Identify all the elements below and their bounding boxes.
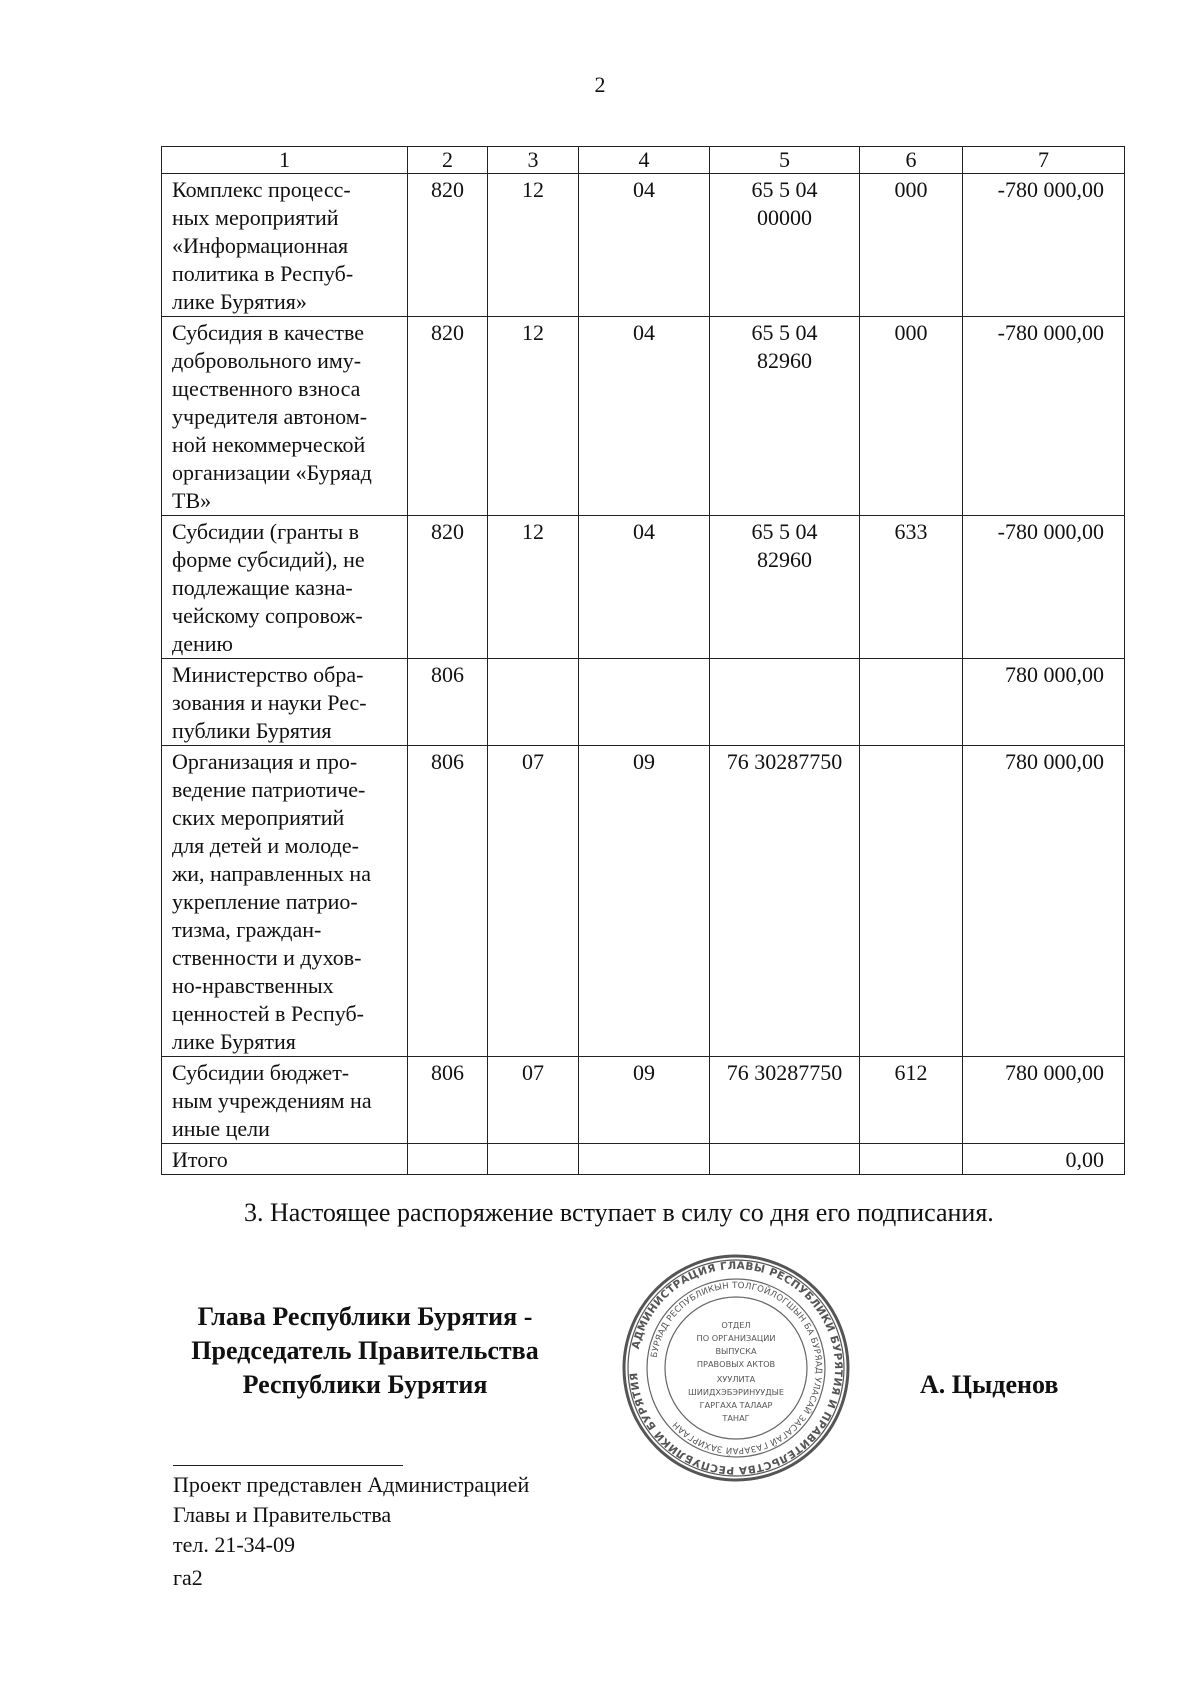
cell-expense-type: 633 xyxy=(860,516,963,659)
seal-center-line: ТАНАГ xyxy=(722,1413,750,1423)
cell-name: Субсидия в качестве добровольного иму- щественного взноса учредителя автоном- ной некоммерческой организации «Буряад ТВ» xyxy=(162,317,408,516)
cell-amount: -780 000,00 xyxy=(963,516,1125,659)
footer-divider xyxy=(173,1465,403,1466)
cell-target-article: 76 30287750 xyxy=(710,1057,860,1144)
cell-name: Министерство обра- зования и науки Рес- публики Бурятия xyxy=(162,659,408,746)
seal-center-line: ХУУЛИТА xyxy=(716,1374,756,1384)
table-row xyxy=(162,317,1125,516)
document-code: га2 xyxy=(173,1565,203,1590)
cell-name: Итого xyxy=(162,1144,408,1175)
seal-center-line: ОТДЕЛ xyxy=(721,1320,751,1330)
table-row xyxy=(162,659,1125,746)
table-row xyxy=(162,746,1125,1057)
signer-title-line: Председатель Правительства xyxy=(191,1336,539,1365)
cell-section: 12 xyxy=(488,317,579,516)
cell-ministry-code: 820 xyxy=(408,174,488,317)
signee-name: А. Цыденов xyxy=(920,1370,1059,1399)
seal-center-line: ПРАВОВЫХ АКТОВ xyxy=(696,1359,776,1369)
cell-ministry-code: 820 xyxy=(408,317,488,516)
clause-text: 3. Настоящее распоряжение вступает в силу со дня его подписания. xyxy=(244,1198,994,1227)
cell-ministry-code: 806 xyxy=(408,659,488,746)
column-header: 7 xyxy=(963,147,1125,174)
cell-section: 07 xyxy=(488,746,579,1057)
cell-subsection: 09 xyxy=(579,1057,710,1144)
cell-expense-type xyxy=(860,659,963,746)
footer-note xyxy=(173,1470,529,1560)
cell-subsection xyxy=(579,1144,710,1175)
seal-center-line: ПО ОРГАНИЗАЦИИ xyxy=(696,1333,776,1343)
cell-subsection xyxy=(579,659,710,746)
cell-name: Комплекс процесс- ных мероприятий «Информационная политика в Респуб- лике Бурятия» xyxy=(162,174,408,317)
table-row xyxy=(162,174,1125,317)
cell-amount: 780 000,00 xyxy=(963,659,1125,746)
seal-center-line: ВЫПУСКА xyxy=(715,1346,757,1356)
signer-title-line: Республики Бурятия xyxy=(242,1370,488,1399)
cell-section: 07 xyxy=(488,1057,579,1144)
budget-table xyxy=(161,146,1125,1175)
cell-target-article: 76 30287750 xyxy=(710,746,860,1057)
cell-ministry-code xyxy=(408,1144,488,1175)
cell-expense-type: 612 xyxy=(860,1057,963,1144)
table-body xyxy=(162,174,1125,1175)
column-header: 5 xyxy=(710,147,860,174)
cell-ministry-code: 806 xyxy=(408,1057,488,1144)
column-header: 4 xyxy=(579,147,710,174)
cell-amount: -780 000,00 xyxy=(963,174,1125,317)
cell-subsection: 04 xyxy=(579,174,710,317)
cell-section xyxy=(488,659,579,746)
cell-ministry-code: 820 xyxy=(408,516,488,659)
cell-expense-type xyxy=(860,746,963,1057)
cell-section xyxy=(488,1144,579,1175)
table-row xyxy=(162,1057,1125,1144)
signer-title-line: Глава Республики Бурятия - xyxy=(197,1302,533,1331)
cell-expense-type: 000 xyxy=(860,174,963,317)
cell-target-article: 65 5 04 82960 xyxy=(710,516,860,659)
table-row xyxy=(162,516,1125,659)
footer-line: Главы и Правительства xyxy=(173,1502,392,1527)
footer-line: Проект представлен Администрацией xyxy=(173,1472,530,1497)
seal-center-line: ГАРГАХА ТАЛААР xyxy=(699,1400,773,1410)
column-header: 1 xyxy=(162,147,408,174)
seal-inner-ring-text: БУРЯАД РЕСПУБЛИКЫН ТОЛГОЙЛОГШЫН БА БУРЯАД УЛАСАЙ ЗАСАГАЙ ГАЗАРАЙ ЗАХИРГААН xyxy=(649,1280,824,1456)
cell-subsection: 04 xyxy=(579,317,710,516)
cell-name: Субсидии (гранты в форме субсидий), не подлежащие казна- чейскому сопровож- дению xyxy=(162,516,408,659)
footer-line: тел. 21-34-09 xyxy=(173,1532,296,1557)
signer-title xyxy=(160,1300,570,1402)
cell-section: 12 xyxy=(488,174,579,317)
table-row xyxy=(162,1144,1125,1175)
header-row xyxy=(162,147,1125,174)
cell-amount: 780 000,00 xyxy=(963,746,1125,1057)
column-header: 2 xyxy=(408,147,488,174)
column-header: 3 xyxy=(488,147,579,174)
cell-amount: 780 000,00 xyxy=(963,1057,1125,1144)
cell-ministry-code: 806 xyxy=(408,746,488,1057)
table-header xyxy=(162,147,1125,174)
seal-center-line: ШИИДХЭБЭРИНУУДЫЕ xyxy=(687,1387,785,1397)
cell-name: Организация и про- ведение патриотиче- ских мероприятий для детей и молоде- жи, направленных на укрепление патрио- тизма, граждан- ственности и духов- но-нравственных ценностей в Респуб- лике Бурятия xyxy=(162,746,408,1057)
cell-subsection: 04 xyxy=(579,516,710,659)
cell-target-article: 65 5 04 00000 xyxy=(710,174,860,317)
cell-name: Субсидии бюджет- ным учреждениям на иные цели xyxy=(162,1057,408,1144)
cell-target-article: 65 5 04 82960 xyxy=(710,317,860,516)
cell-amount: 0,00 xyxy=(963,1144,1125,1175)
cell-amount: -780 000,00 xyxy=(963,317,1125,516)
page-number: 2 xyxy=(594,72,606,97)
seal-outer-ring-text: АДМИНИСТРАЦИЯ ГЛАВЫ РЕСПУБЛИКИ БУРЯТИЯ И ПРАВИТЕЛЬСТВА РЕСПУБЛИКИ БУРЯТИЯ xyxy=(628,1259,845,1477)
cell-target-article xyxy=(710,659,860,746)
cell-expense-type: 000 xyxy=(860,317,963,516)
cell-expense-type xyxy=(860,1144,963,1175)
cell-target-article xyxy=(710,1144,860,1175)
official-seal xyxy=(620,1252,852,1484)
column-header: 6 xyxy=(860,147,963,174)
cell-section: 12 xyxy=(488,516,579,659)
cell-subsection: 09 xyxy=(579,746,710,1057)
